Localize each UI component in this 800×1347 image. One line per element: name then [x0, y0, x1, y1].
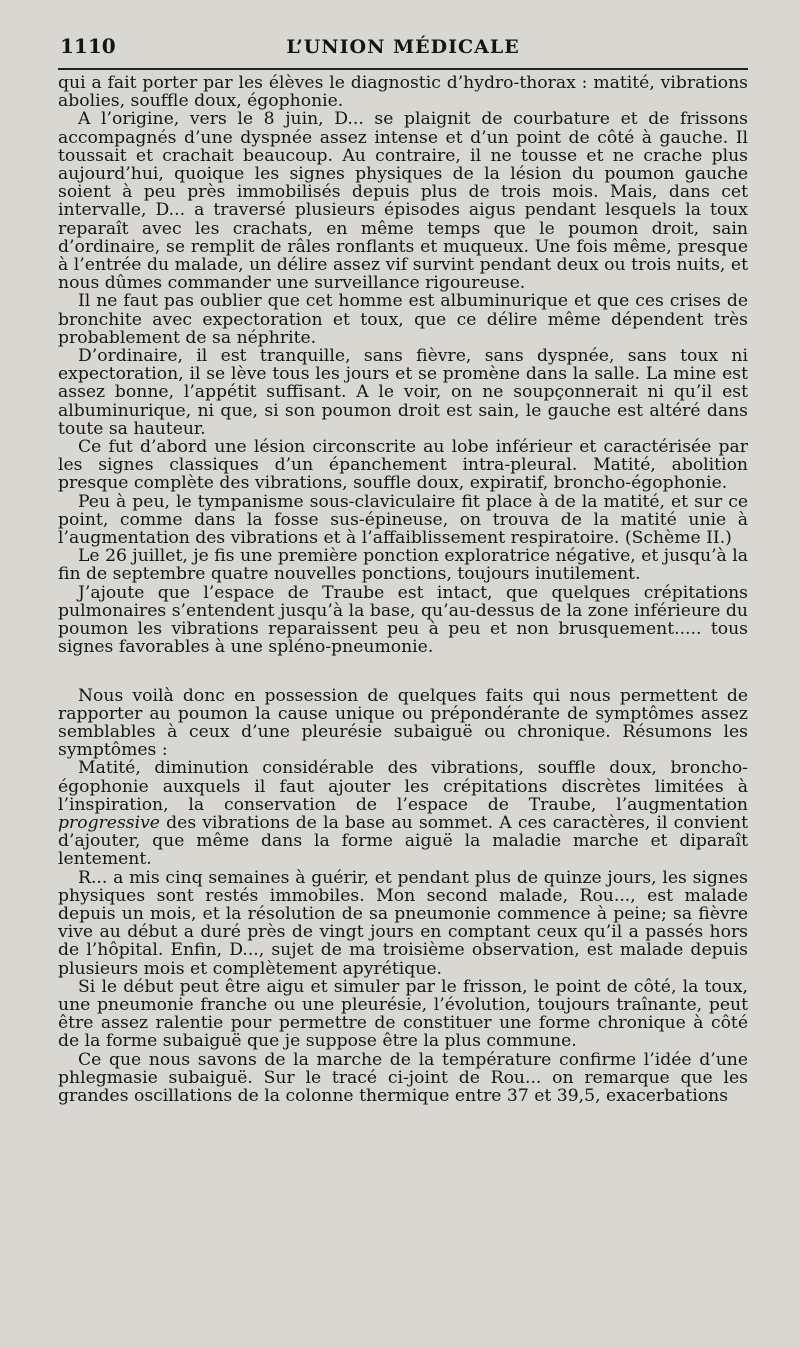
paragraph: Peu à peu, le tympanisme sous-claviculaire fit place à de la matité, et sur ce point, comme dans la fosse sus-épineuse, on trouva de la matité unie à l’augmentation des vibrations et à l’affaiblissement respiratoire. (Schème II.): [58, 491, 748, 549]
header-rule: [58, 68, 748, 70]
paragraph: Si le début peut être aigu et simuler par le frisson, le point de côté, la toux, une pneumonie franche ou une pleurésie, l’évolution, toujours traînante, peut être assez ralentie pour permettre de constituer une forme chronique à côté de la forme subaiguë que je suppose être la plus commune.: [58, 976, 748, 1052]
paragraph: R... a mis cinq semaines à guérir, et pendant plus de quinze jours, les signes physiques sont restés immobiles. Mon second malade, Rou..., est malade depuis un mois, et la résolution de sa pneumonie commence à peine; sa fièvre vive au début a duré près de vingt jours en comptant ceux qu’il a passés hors de l’hôpital. Enfin, D..., sujet de ma troisième observation, est malade depuis plusieurs mois et complètement apyrétique.: [58, 867, 748, 979]
paragraph: qui a fait porter par les élèves le diagnostic d’hydro-thorax : matité, vibrations abolies, souffle doux, égophonie.: [58, 73, 748, 112]
paragraph: Il ne faut pas oublier que cet homme est albuminurique et que ces crises de bronchite avec expectoration et toux, que ce délire même dépendent très probablement de sa néphrite.: [58, 291, 748, 348]
paragraph: Ce fut d’abord une lésion circonscrite au lobe inférieur et caractérisée par les signes classiques d’un épanchement intra-pleural. Matité, abolition presque complète des vibrations, souffle doux, expiratif, broncho-égophonie.: [58, 437, 748, 494]
running-title: L’UNION MÉDICALE: [286, 36, 520, 58]
paragraph: Ce que nous savons de la marche de la température confirme l’idée d’une phlegmasie subaiguë. Sur le tracé ci-joint de Rou... on remarque que les grandes oscillations de la colonne thermique entre 37 et 39,5, exacerbations: [58, 1049, 748, 1106]
page-header: [58, 30, 748, 64]
italic-word: progressive: [58, 812, 160, 833]
paragraph: [58, 759, 748, 868]
paragraph-text: Matité, diminution considérable des vibrations, souffle doux, broncho-égophonie auxquels il faut ajouter les crépitations discrètes limitées à l’inspiration, la conservation de l’espace de Traube, l’augmentation: [58, 758, 748, 815]
paragraph: J’ajoute que l’espace de Traube est intact, que quelques crépitations pulmonaires s’entendent jusqu’à la base, qu’au-dessus de la zone inférieure du poumon les vibrations reparaissent peu à peu et non brusquement..... tous signes favorables à une spléno-pneumonie.: [58, 582, 748, 658]
article-body: [58, 74, 748, 1105]
page-number: 1110: [60, 34, 116, 58]
section-break: [58, 657, 748, 687]
paragraph: Le 26 juillet, je fis une première ponction exploratrice négative, et jusqu’à la fin de septembre quatre nouvelles ponctions, toujours inutilement.: [58, 546, 748, 585]
paragraph: D’ordinaire, il est tranquille, sans fièvre, sans dyspnée, sans toux ni expectoration, il se lève tous les jours et se promène dans la salle. La mine est assez bonne, l’appétit suffisant. A le voir, on ne soupçonnerait ni qu’il est albuminurique, ni que, si son poumon droit est sain, le gauche est altéré dans toute sa hauteur.: [58, 346, 748, 439]
paragraph: A l’origine, vers le 8 juin, D... se plaignit de courbature et de frissons accompagnés d’une dyspnée assez intense et d’un point de côté à gauche. Il toussait et crachait beaucoup. Au contraire, il ne tousse et ne crache plus aujourd’hui, quoique les signes physiques de la lésion du poumon gauche soient à peu près immobilisés depuis plus de trois mois. Mais, dans cet intervalle, D... a traversé plusieurs épisodes aigus pendant lesquels la toux reparaît avec les crachats, en même temps que le poumon droit, sain d’ordinaire, se remplit de râles ronflants et muqueux. Une fois même, presque à l’entrée du malade, un délire assez vif survint pendant deux ou trois nuits, et nous dûmes commander une surveillance rigoureuse.: [58, 109, 748, 294]
paragraph-text: des vibrations de la base au sommet. A ces caractères, il convient d’ajouter, que même dans la forme aiguë la maladie marche et diparaît lentement.: [58, 812, 748, 870]
paragraph: Nous voilà donc en possession de quelques faits qui nous permettent de rapporter au poumon la cause unique ou prépondérante de symptômes assez semblables à ceux d’une pleurésie subaiguë ou chronique. Résumons les symptômes :: [58, 685, 748, 761]
